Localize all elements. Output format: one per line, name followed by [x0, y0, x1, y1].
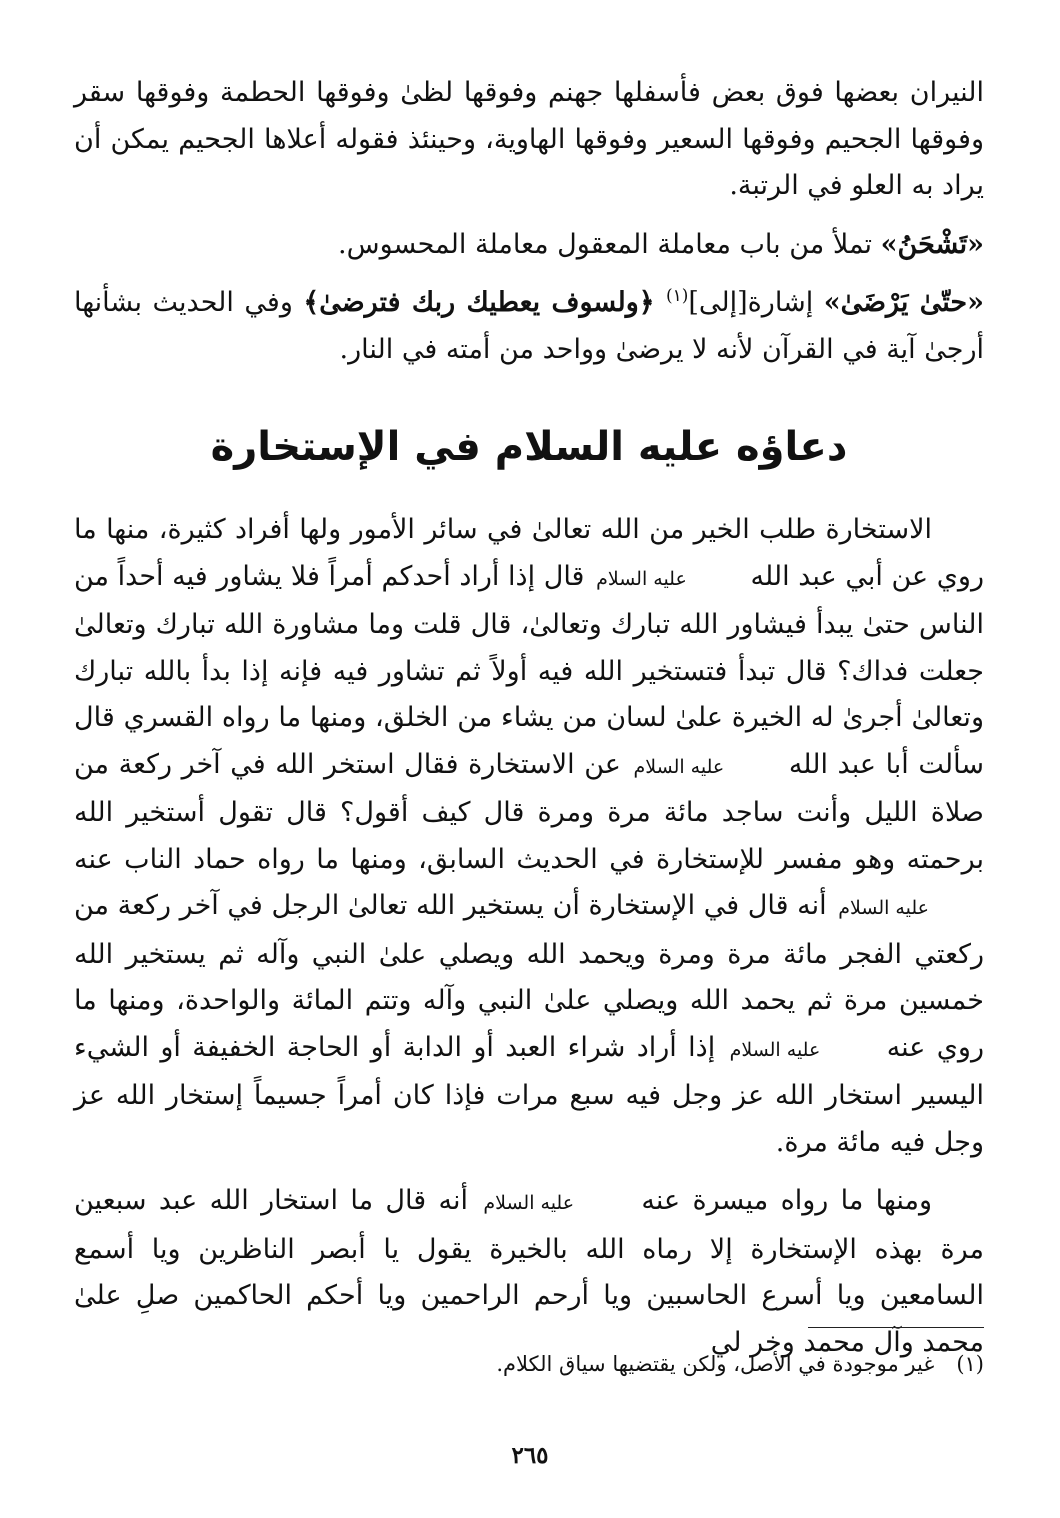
maysara-text-2: أنه قال ما استخار الله عبد سبعين مرة بهذه الإستخارة إلا رماه الله بالخيرة يقول يا أبصر الناظرين ويا أسمع السامعين ويا أسرع الحاسبين ويا أرحم الراحمين ويا أحكم الحاكمين صلِ علىٰ محمد وآل محمد وخر لي	[74, 1185, 984, 1358]
maysara-text-1: ومنها ما رواه ميسرة عنه	[641, 1185, 932, 1216]
page-body	[74, 70, 984, 1378]
footnote-number: (١)	[956, 1352, 984, 1376]
term-hatta-yarda-text-a: إشارة[إلى]	[688, 287, 824, 318]
term-hatta-yarda-text-b: وفي الحديث بشأنها أرجىٰ آية في القرآن لأنه لا يرضىٰ وواحد من أمته في النار.	[74, 287, 984, 365]
salutation-glyph: عليه السلام	[633, 755, 725, 778]
footnote-text: غير موجودة في الأصل، ولكن يقتضيها سياق الكلام.	[496, 1352, 935, 1376]
page-number: ٢٦٥	[511, 1442, 549, 1469]
footnote-reference[interactable]: (١)	[665, 286, 689, 306]
term-hatta-yarda: «حتّىٰ يَرْضَىٰ»	[823, 287, 984, 318]
salutation-glyph: عليه السلام	[596, 567, 687, 590]
paragraph-tashhan	[74, 222, 984, 269]
section-heading: دعاؤه عليه السلام في الإستخارة	[210, 424, 848, 470]
istikhara-text-5: إذا أراد شراء العبد أو الدابة أو الحاجة الخفيفة أو الشيء اليسير استخار الله عز وجل فيه سبع مرات فإذا كان أمراً جسيماً إستخار الله عز وجل فيه مائة مرة.	[74, 1031, 984, 1158]
salutation-glyph: عليه السلام	[729, 1038, 821, 1061]
salutation-glyph: عليه السلام	[838, 897, 929, 919]
salutation-glyph: عليه السلام	[483, 1192, 575, 1214]
istikhara-text-2: قال إذا أراد أحدكم أمراً فلا يشاور فيه أحداً من الناس حتىٰ يبدأ فيشاور الله تبارك وتعالىٰ، قال قلت وما مشاورة الله تبارك وتعالىٰ جعلت فداك؟ قال تبدأ فتستخير الله فيه أولاً ثم تشاور فيه فإنه إذا بدأ بالله تبارك وتعالىٰ أجرىٰ له الخيرة علىٰ لسان من يشاء من الخلق، ومنها ما رواه القسري قال سألت أبا عبد الله	[74, 560, 984, 780]
istikhara-text-1: الاستخارة طلب الخير من الله تعالىٰ في سائر الأمور ولها أفراد كثيرة، منها ما روي عن أبي عبد الله	[74, 514, 984, 592]
paragraph-maysara	[74, 1178, 984, 1366]
paragraph-intro	[74, 70, 984, 210]
paragraph-hatta-yarda	[74, 280, 984, 373]
istikhara-text-4: أنه قال في الإستخارة أن يستخير الله تعالىٰ الرجل في آخر ركعة من ركعتي الفجر مائة مرة ومرة ويحمد الله ويصلي علىٰ النبي وآله ثم يستخير الله خمسين مرة ثم يحمد الله ويصلي علىٰ النبي وآله وتتم المائة والواحدة، ومنها ما روي عنه	[74, 890, 984, 1063]
paragraph-intro-text: النيران بعضها فوق بعض فأسفلها جهنم وفوقها لظىٰ وفوقها الحطمة وفوقها سقر وفوقها الجحيم وفوقها السعير وفوقها الهاوية، وحينئذ فقوله أعلاها الجحيم يمكن أن يراد به العلو في الرتبة.	[74, 77, 984, 201]
term-tashhan: «تَشْحَنُ»	[880, 228, 984, 260]
istikhara-text-3: عن الاستخارة فقال استخر الله في آخر ركعة من صلاة الليل وأنت ساجد مائة مرة ومرة قال كيف أقول؟ قال تقول أستخير الله برحمته وهو مفسر للإستخارة في الحديث السابق، ومنها ما رواه حماد الناب عنه	[74, 748, 984, 875]
paragraph-istikhara	[74, 507, 984, 1166]
term-tashhan-definition: تملأ من باب معاملة المعقول معاملة المحسوس.	[338, 228, 881, 260]
footnote-divider	[808, 1327, 984, 1328]
quran-verse: ﴿ولسوف يعطيك ربك فترضىٰ﴾	[303, 287, 666, 318]
footnote	[84, 1346, 984, 1382]
